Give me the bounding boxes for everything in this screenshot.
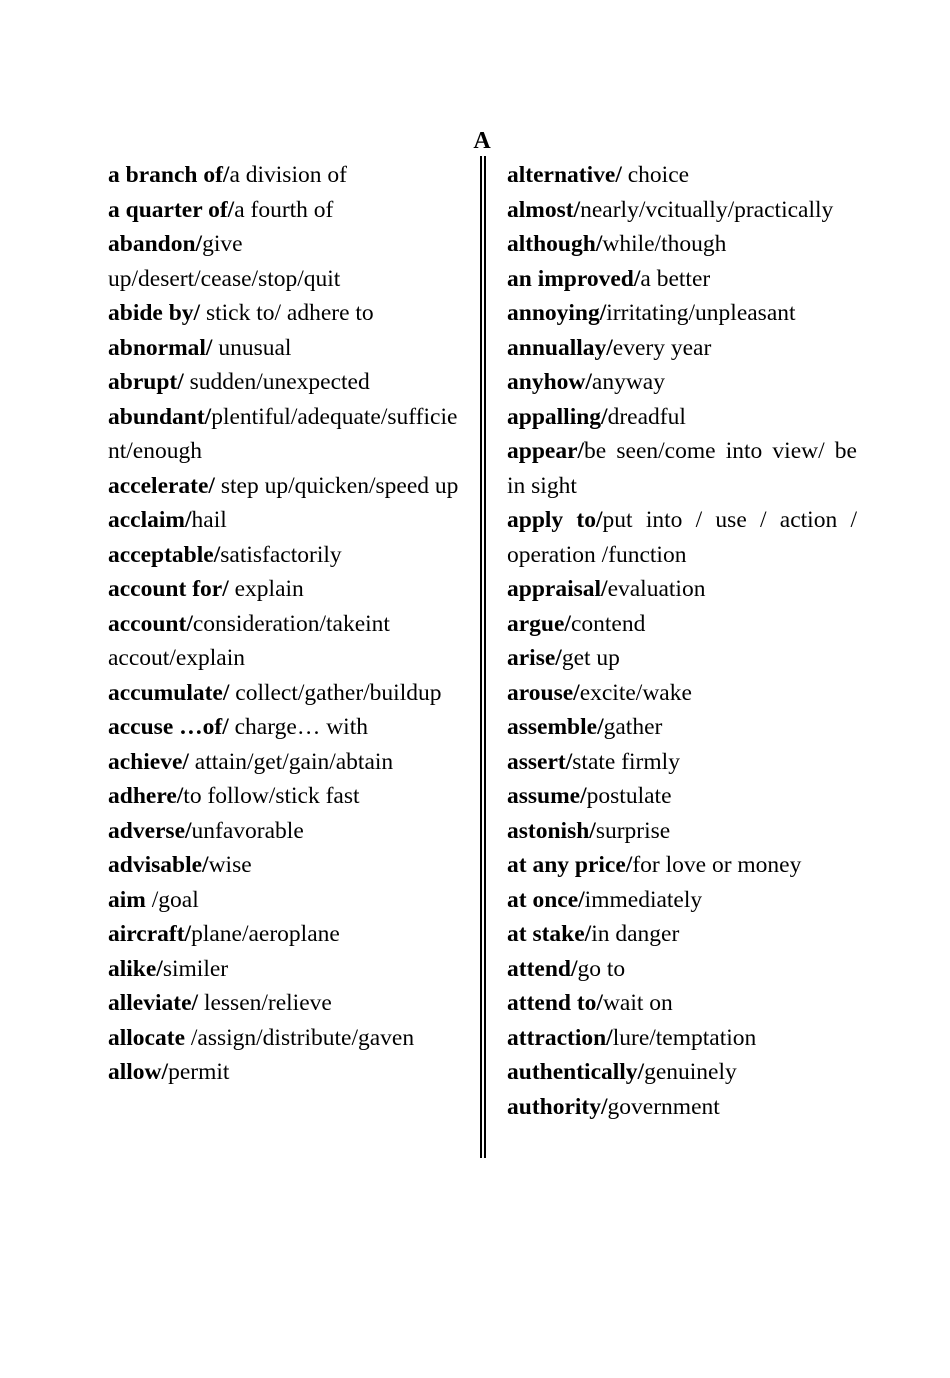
vocab-entry — [108, 331, 460, 366]
vocab-term: allow/ — [108, 1059, 169, 1085]
vocab-term: alleviate/ — [108, 990, 199, 1016]
vocab-definition: /assign/distribute/gaven — [190, 1024, 415, 1051]
vocab-term: abandon/ — [108, 231, 203, 257]
vocab-entry — [108, 986, 460, 1021]
vocab-definition: to follow/stick fast — [183, 783, 360, 809]
vocab-definition: hail — [191, 507, 227, 533]
vocab-term: achieve/ — [108, 748, 189, 775]
vocab-entry — [507, 710, 857, 745]
vocab-definition: genuinely — [644, 1059, 737, 1085]
vocab-definition: plane/aeroplane — [191, 921, 340, 947]
vocab-definition: contend — [570, 610, 646, 637]
vocab-term: advisable/ — [108, 852, 209, 878]
vocab-term: arise/ — [507, 645, 562, 671]
vocab-definition: while/though — [602, 231, 727, 257]
vocab-entry — [108, 779, 460, 814]
vocab-entry — [108, 745, 460, 780]
vocab-entry — [507, 676, 857, 711]
vocab-definition: plentiful/adequate/sufficient/enough — [108, 403, 458, 464]
vocab-entry — [108, 607, 460, 676]
vocab-term: arouse/ — [507, 679, 580, 706]
vocab-term: assume/ — [507, 783, 587, 809]
vocab-term: accelerate/ — [108, 472, 215, 499]
vocab-entry — [108, 952, 460, 987]
vocab-term: abide by/ — [108, 300, 201, 326]
vocab-definition: immediately — [584, 886, 703, 913]
vocab-entry — [507, 883, 857, 918]
vocab-definition: unusual — [212, 334, 292, 361]
vocab-entry — [507, 607, 857, 642]
vocab-term: astonish/ — [507, 817, 596, 844]
vocab-term: allocate — [108, 1024, 191, 1051]
vocab-term: at once/ — [507, 886, 585, 913]
vocab-entry — [507, 952, 857, 987]
vocab-entry — [507, 503, 857, 572]
vocab-term: alike/ — [108, 955, 163, 982]
vocab-term: annoying/ — [507, 300, 607, 326]
vocab-entry — [108, 572, 460, 607]
vocab-entry — [507, 193, 857, 228]
vocab-definition: stick to/ adhere to — [200, 300, 374, 326]
vocab-term: almost/ — [507, 196, 581, 223]
vocab-entry — [108, 917, 460, 952]
left-column — [108, 158, 460, 1090]
vocab-definition: nearly/vcitually/practically — [580, 196, 834, 223]
vocab-term: acceptable/ — [108, 541, 221, 568]
vocab-term: attend/ — [507, 955, 578, 982]
vocab-entry — [507, 1055, 857, 1090]
vocab-definition: irritating/unpleasant — [606, 300, 796, 326]
vocab-term: although/ — [507, 231, 603, 257]
vocab-entry — [507, 1090, 857, 1125]
vocab-entry — [507, 158, 857, 193]
vocab-entry — [507, 400, 857, 435]
vocab-definition: choice — [621, 162, 690, 188]
section-letter-heading: A — [473, 128, 491, 154]
vocab-definition: anyway — [591, 369, 665, 395]
vocab-entry — [507, 572, 857, 607]
vocab-term: acclaim/ — [108, 507, 192, 533]
vocab-definition: surprise — [595, 817, 671, 844]
vocab-term: argue/ — [507, 610, 571, 637]
vocab-entry — [507, 331, 857, 366]
vocab-definition: give up/desert/cease/stop/quit — [108, 231, 341, 292]
vocab-definition: get up — [561, 645, 620, 671]
vocab-term: accuse …of/ — [108, 714, 229, 740]
vocab-term: aircraft/ — [108, 921, 192, 947]
vocab-definition: be seen/come into view/ be in sight — [507, 438, 857, 499]
vocab-term: at any price/ — [507, 852, 633, 878]
vocab-definition: lessen/relieve — [198, 990, 332, 1016]
vocab-term: authority/ — [507, 1093, 608, 1120]
vocab-definition: postulate — [586, 783, 672, 809]
vocab-entry — [108, 814, 460, 849]
vocab-term: alternative/ — [507, 162, 622, 188]
vocab-term: appraisal/ — [507, 576, 608, 602]
vocab-entry — [507, 848, 857, 883]
vocab-term: at stake/ — [507, 921, 592, 947]
vocab-term: aim — [108, 886, 152, 913]
vocab-entry — [507, 296, 857, 331]
vocab-entry — [108, 676, 460, 711]
vocab-definition: put into / use / action / operation /function — [507, 507, 857, 568]
vocab-definition: gather — [603, 714, 663, 740]
vocab-definition: wait on — [602, 990, 673, 1016]
vocab-entry — [507, 227, 857, 262]
vocab-term: assert/ — [507, 748, 573, 775]
vocab-term: authentically/ — [507, 1059, 645, 1085]
vocab-entry — [507, 917, 857, 952]
vocab-definition: for love or money — [632, 852, 802, 878]
vocab-term: attend to/ — [507, 990, 603, 1016]
vocab-definition: go to — [577, 955, 626, 982]
vocab-term: anyhow/ — [507, 369, 592, 395]
vocab-entry — [108, 1021, 460, 1056]
vocab-definition: government — [607, 1093, 720, 1120]
vocab-definition: permit — [168, 1059, 230, 1085]
vocab-term: attraction/ — [507, 1024, 613, 1051]
vocab-entry — [507, 745, 857, 780]
vocab-term: abundant/ — [108, 403, 212, 430]
vocab-definition: explain — [228, 576, 304, 602]
vocab-term: a quarter of/ — [108, 196, 235, 223]
vocab-term: account/ — [108, 610, 193, 637]
vocab-entry — [507, 434, 857, 503]
vocab-term: abrupt/ — [108, 369, 184, 395]
vocab-term: a branch of/ — [108, 162, 230, 188]
vocab-definition: a fourth of — [234, 196, 334, 223]
vocab-term: apply to/ — [507, 507, 603, 533]
vocab-entry — [108, 710, 460, 745]
vocab-entry — [108, 538, 460, 573]
vocab-term: accumulate/ — [108, 679, 230, 706]
vocab-definition: state firmly — [572, 748, 680, 775]
vocab-definition: a better — [640, 265, 711, 292]
vocab-entry — [108, 193, 460, 228]
vocab-term: abnormal/ — [108, 334, 213, 361]
vocab-entry — [108, 227, 460, 296]
vocab-entry — [507, 1021, 857, 1056]
vocab-definition: a division of — [229, 162, 347, 188]
vocab-definition: satisfactorily — [220, 541, 342, 568]
vocab-entry — [507, 262, 857, 297]
vocab-definition: wise — [208, 852, 252, 878]
vocab-entry — [108, 503, 460, 538]
vocab-definition: dreadful — [607, 403, 686, 430]
vocab-entry — [108, 1055, 460, 1090]
right-column — [507, 158, 857, 1124]
vocab-definition: /goal — [151, 886, 199, 913]
vocab-entry — [507, 365, 857, 400]
vocab-entry — [108, 883, 460, 918]
vocab-term: adverse/ — [108, 817, 192, 844]
vocab-definition: consideration/takeint accout/explain — [108, 610, 390, 671]
vocab-entry — [108, 848, 460, 883]
vocab-definition: excite/wake — [579, 679, 692, 706]
vocab-definition: in danger — [591, 921, 680, 947]
vocab-definition: charge… with — [228, 714, 368, 740]
vocab-definition: collect/gather/buildup — [229, 679, 442, 706]
vocab-entry — [108, 400, 460, 469]
vocab-term: annuallay/ — [507, 334, 613, 361]
vocab-definition: attain/get/gain/abtain — [188, 748, 394, 775]
vocab-term: adhere/ — [108, 783, 184, 809]
vocab-entry — [108, 365, 460, 400]
vocab-term: appalling/ — [507, 403, 608, 430]
vocab-entry — [108, 158, 460, 193]
vocab-definition: step up/quicken/speed up — [214, 472, 459, 499]
vocab-term: appear/ — [507, 438, 585, 464]
vocab-definition: lure/temptation — [612, 1024, 757, 1051]
vocab-definition: evaluation — [607, 576, 706, 602]
vocab-definition: similer — [162, 955, 229, 982]
vocab-entry — [108, 296, 460, 331]
vocab-definition: unfavorable — [191, 817, 304, 844]
vocab-entry — [507, 641, 857, 676]
column-divider — [480, 156, 486, 1158]
vocab-term: an improved/ — [507, 265, 641, 292]
vocab-term: account for/ — [108, 576, 229, 602]
vocab-entry — [507, 986, 857, 1021]
vocab-entry — [108, 469, 460, 504]
vocab-term: assemble/ — [507, 714, 604, 740]
vocab-definition: every year — [612, 334, 712, 361]
vocab-entry — [507, 779, 857, 814]
vocab-definition: sudden/unexpected — [183, 369, 370, 395]
vocab-entry — [507, 814, 857, 849]
